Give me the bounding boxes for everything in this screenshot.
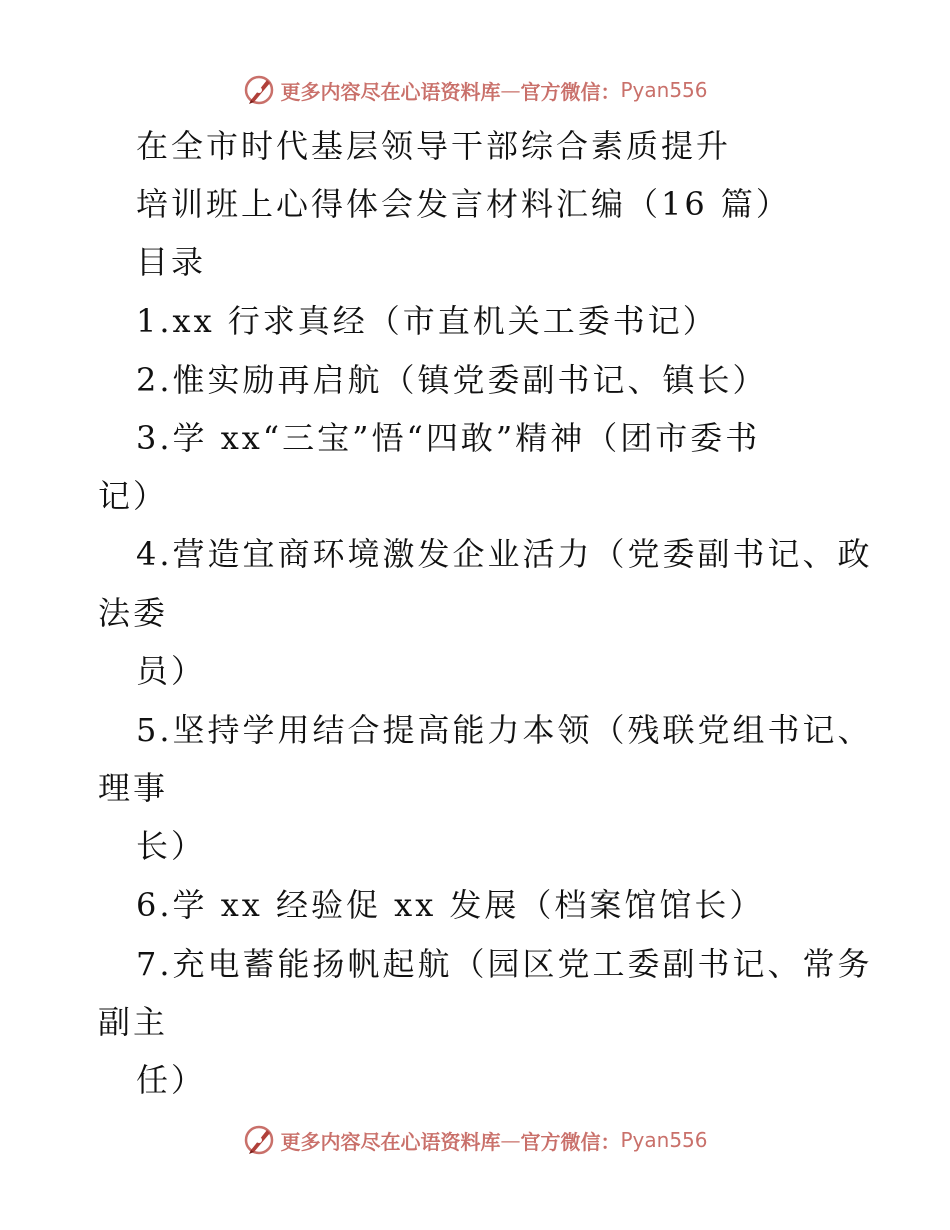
toc-item-5: 5.坚持学用结合提高能力本领（残联党组书记、 <box>136 711 873 749</box>
watermark-wechat-id: Pyan556 <box>620 78 708 102</box>
toc-item-3: 3.学 xx“三宝”悟“四敢”精神（团市委书 <box>136 419 761 457</box>
watermark-wechat-label: 官方微信： <box>520 1129 621 1154</box>
toc-item-2: 2.惟实励再启航（镇党委副书记、镇长） <box>136 361 768 399</box>
toc-item-5-cont-2: 长） <box>136 827 207 865</box>
pen-circle-logo-icon <box>242 73 276 107</box>
toc-item-4: 4.营造宜商环境激发企业活力（党委副书记、政 <box>136 535 873 573</box>
toc-item-1: 1.xx 行求真经（市直机关工委书记） <box>136 302 718 340</box>
toc-item-7: 7.充电蓄能扬帆起航（园区党工委副书记、常务 <box>136 945 873 983</box>
watermark-wechat-label: 官方微信： <box>520 79 621 104</box>
watermark-dash: — <box>500 78 521 102</box>
watermark-banner-top <box>0 72 950 108</box>
watermark-wechat-id: Pyan556 <box>620 1128 708 1152</box>
toc-item-5-cont: 理事 <box>98 769 169 807</box>
watermark-text: 更多内容尽在心语资料库 <box>280 79 501 104</box>
toc-item-6: 6.学 xx 经验促 xx 发展（档案馆馆长） <box>136 886 765 924</box>
watermark-text: 更多内容尽在心语资料库 <box>280 1129 501 1154</box>
toc-item-3-cont: 记） <box>98 477 169 515</box>
title-line-1: 在全市时代基层领导干部综合素质提升 <box>136 127 732 165</box>
pen-circle-logo-icon <box>242 1123 276 1157</box>
toc-item-4-cont: 法委 <box>98 594 169 632</box>
toc-item-4-cont-2: 员） <box>136 652 207 690</box>
toc-item-7-cont: 副主 <box>98 1003 169 1041</box>
watermark-dash: — <box>500 1128 521 1152</box>
title-line-2: 培训班上心得体会发言材料汇编（16 篇） <box>136 185 791 223</box>
toc-heading: 目录 <box>136 243 207 281</box>
watermark-banner-bottom <box>0 1122 950 1158</box>
toc-item-7-cont-2: 任） <box>136 1061 207 1099</box>
